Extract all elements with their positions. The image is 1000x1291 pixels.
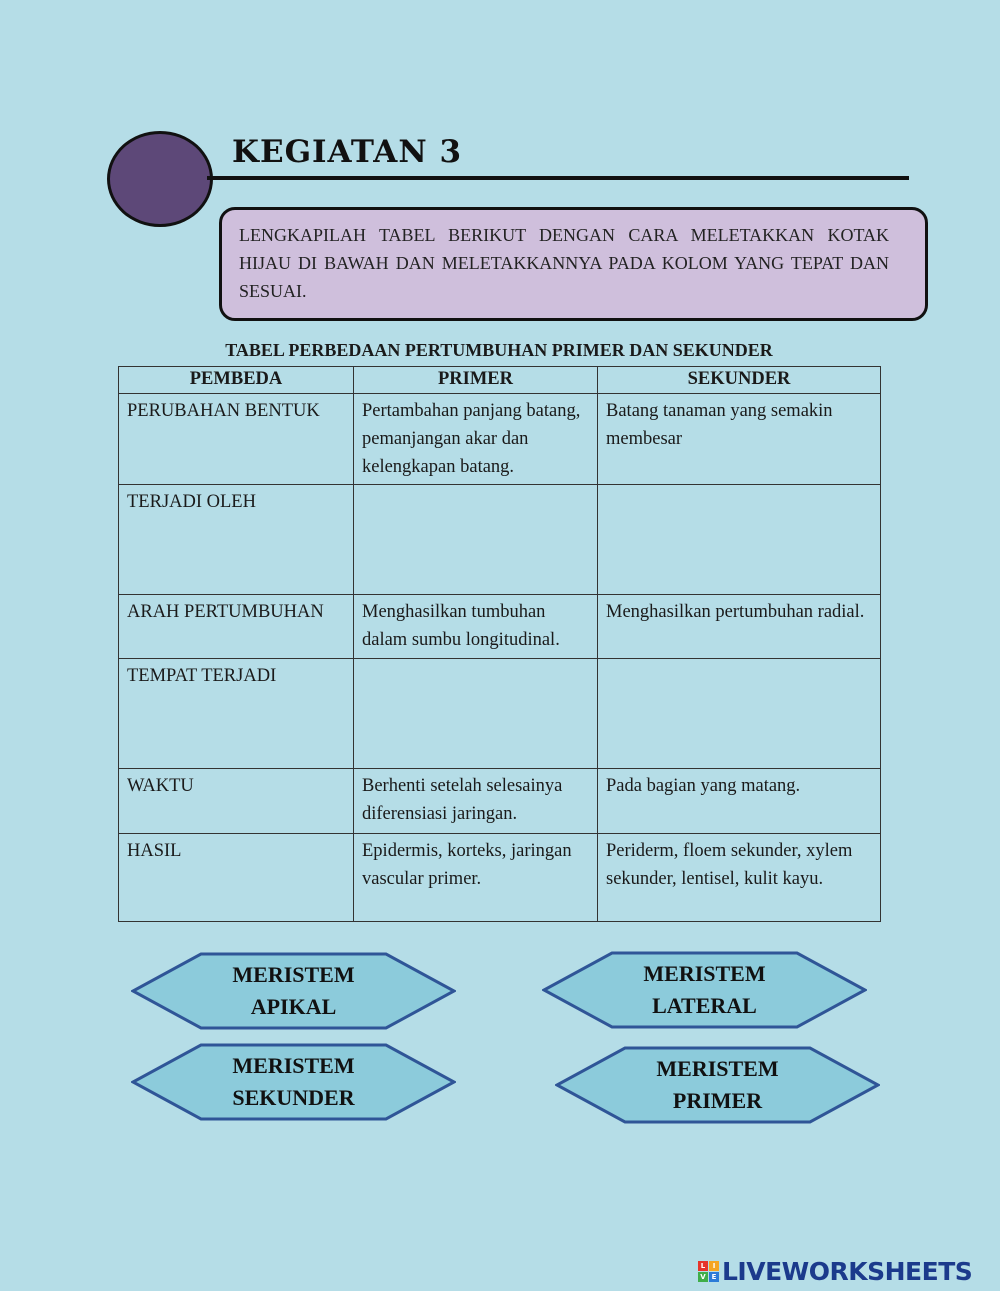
table-row [119,394,881,485]
primer-drop-cell[interactable] [354,659,598,769]
card-label-line2: SEKUNDER [232,1085,355,1110]
sekunder-cell: Menghasilkan pertumbuhan radial. [598,595,881,659]
card-label-line2: PRIMER [672,1088,763,1113]
card-label-line2: APIKAL [250,994,337,1019]
card-meristem-sekunder[interactable] [131,1043,456,1121]
comparison-table [118,366,881,922]
row-label: PERUBAHAN BENTUK [119,394,354,485]
primer-drop-cell[interactable] [354,485,598,595]
logo-letter: I [709,1261,719,1271]
card-meristem-lateral[interactable] [542,951,867,1029]
card-meristem-primer[interactable] [555,1046,880,1124]
table-header-row [119,367,881,394]
table-row [119,769,881,834]
card-meristem-apikal[interactable] [131,952,456,1030]
table-row [119,595,881,659]
table-row [119,834,881,922]
card-label-line1: MERISTEM [643,961,766,986]
primer-cell: Pertambahan panjang batang, pemanjangan akar dan kelengkapan batang. [354,394,598,485]
table-caption: TABEL PERBEDAAN PERTUMBUHAN PRIMER DAN SEKUNDER [225,340,773,360]
instruction-text: LENGKAPILAH TABEL BERIKUT DENGAN CARA MELETAKKAN KOTAK HIJAU DI BAWAH DAN MELETAKKANNYA PADA KOLOM YANG TEPAT DAN SESUAI. [239,225,889,301]
table-row [119,659,881,769]
sekunder-cell: Batang tanaman yang semakin membesar [598,394,881,485]
liveworksheets-logo [698,1256,972,1286]
instruction-box [219,207,928,321]
row-label: TERJADI OLEH [119,485,354,595]
sekunder-cell: Periderm, floem sekunder, xylem sekunder, lentisel, kulit kayu. [598,834,881,922]
primer-cell: Epidermis, korteks, jaringan vascular primer. [354,834,598,922]
sekunder-cell: Pada bagian yang matang. [598,769,881,834]
primer-cell: Menghasilkan tumbuhan dalam sumbu longitudinal. [354,595,598,659]
logo-letter: V [698,1272,708,1282]
card-label-line1: MERISTEM [656,1056,779,1081]
row-label: TEMPAT TERJADI [119,659,354,769]
table-row [119,485,881,595]
page-title: KEGIATAN 3 [232,134,463,170]
logo-text: LIVEWORKSHEETS [722,1256,973,1286]
row-label: ARAH PERTUMBUHAN [119,595,354,659]
header-sekunder: SEKUNDER [598,367,881,394]
logo-letter: L [698,1261,708,1271]
sekunder-drop-cell[interactable] [598,659,881,769]
section-circle-decoration [107,131,213,227]
card-label-line1: MERISTEM [232,962,355,987]
primer-cell: Berhenti setelah selesainya diferensiasi jaringan. [354,769,598,834]
sekunder-drop-cell[interactable] [598,485,881,595]
title-underline [207,176,909,180]
row-label: WAKTU [119,769,354,834]
header-primer: PRIMER [354,367,598,394]
logo-mark-icon [698,1261,719,1282]
card-label-line1: MERISTEM [232,1053,355,1078]
row-label: HASIL [119,834,354,922]
logo-letter: E [709,1272,719,1282]
header-pembeda: PEMBEDA [119,367,354,394]
card-label-line2: LATERAL [652,993,757,1018]
